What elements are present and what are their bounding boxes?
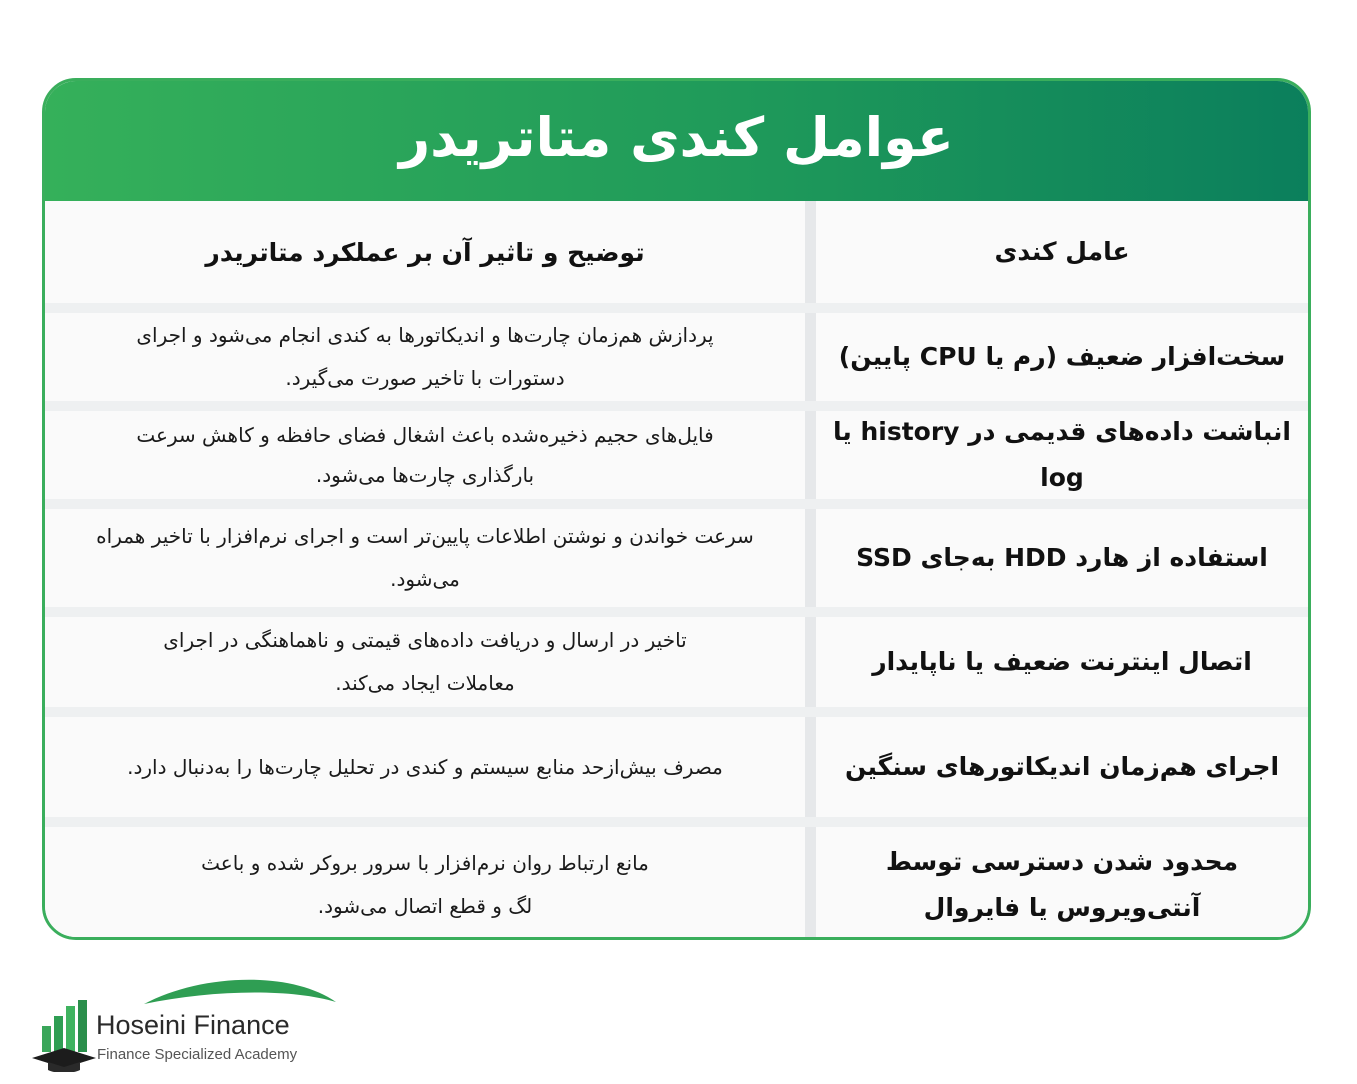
description-cell <box>45 617 805 707</box>
factor-text: محدود شدن دسترسی توسط <box>885 847 1239 876</box>
factor-text: استفاده از هارد HDD به‌جای SSD <box>856 543 1268 572</box>
table-row <box>45 509 1308 607</box>
description-line: دستورات با تاخیر صورت می‌گیرد. <box>285 366 565 390</box>
column-divider <box>805 201 816 303</box>
leaf-swoosh-icon <box>140 974 340 1010</box>
brand-name: Hoseini Finance <box>96 1010 290 1040</box>
description-cell <box>45 509 805 607</box>
description-line: پردازش هم‌زمان چارت‌ها و اندیکاتورها به کندی انجام می‌شود و اجرای <box>136 323 714 347</box>
column-divider <box>805 411 816 499</box>
description-cell <box>45 411 805 499</box>
description-line: مانع ارتباط روان نرم‌افزار با سرور بروکر شده و باعث <box>201 851 649 875</box>
header-factor: عامل کندی <box>816 201 1308 303</box>
factor-cell <box>816 313 1308 401</box>
factor-cell <box>816 411 1308 499</box>
column-divider <box>805 509 816 607</box>
description-line: لگ و قطع اتصال می‌شود. <box>317 894 533 918</box>
description-line: سرعت خواندن و نوشتن اطلاعات پایین‌تر است و اجرای نرم‌افزار با تاخیر همراه می‌شود. <box>96 524 754 591</box>
factor-text: آنتی‌ویروس یا فایروال <box>923 893 1201 922</box>
table-row <box>45 717 1308 817</box>
factor-text: سخت‌افزار ضعیف (رم یا CPU پایین) <box>838 342 1286 371</box>
description-cell <box>45 717 805 817</box>
description-cell <box>45 827 805 940</box>
table-row <box>45 411 1308 499</box>
factor-text: اجرای هم‌زمان اندیکاتورهای سنگین <box>844 752 1280 781</box>
factor-cell <box>816 509 1308 607</box>
factor-cell <box>816 617 1308 707</box>
description-line: فایل‌های حجیم ذخیره‌شده باعث اشغال فضای حافظه و کاهش سرعت <box>136 423 714 447</box>
page-title: عوامل کندی متاتریدر <box>399 105 954 169</box>
description-cell <box>45 313 805 401</box>
title-bar <box>45 81 1308 201</box>
table-row <box>45 827 1308 940</box>
description-line: بارگذاری چارت‌ها می‌شود. <box>315 463 535 487</box>
table-row <box>45 313 1308 401</box>
column-divider <box>805 313 816 401</box>
description-line: مصرف بیش‌ازحد منابع سیستم و کندی در تحلیل چارت‌ها را به‌دنبال دارد. <box>127 754 723 779</box>
header-description: توضیح و تاثیر آن بر عملکرد متاتریدر <box>45 201 805 303</box>
description-line: معاملات ایجاد می‌کند. <box>335 671 515 695</box>
factor-cell <box>816 827 1308 940</box>
table-header-row <box>45 201 1308 303</box>
academy-chart-cap-icon <box>32 998 96 1072</box>
table-row <box>45 617 1308 707</box>
description-line: تاخیر در ارسال و دریافت داده‌های قیمتی و ناهماهنگی در اجرای <box>163 628 687 652</box>
factors-table <box>45 201 1308 940</box>
brand-tagline: Finance Specialized Academy <box>97 1046 298 1063</box>
column-divider <box>805 827 816 940</box>
factors-table-card <box>42 78 1311 940</box>
factor-cell <box>816 717 1308 817</box>
factor-text: انباشت داده‌های قدیمی در history یا log <box>833 417 1291 492</box>
column-divider <box>805 717 816 817</box>
column-divider <box>805 617 816 707</box>
factor-text: اتصال اینترنت ضعیف یا ناپایدار <box>872 647 1252 676</box>
brand-logo <box>30 972 340 1082</box>
